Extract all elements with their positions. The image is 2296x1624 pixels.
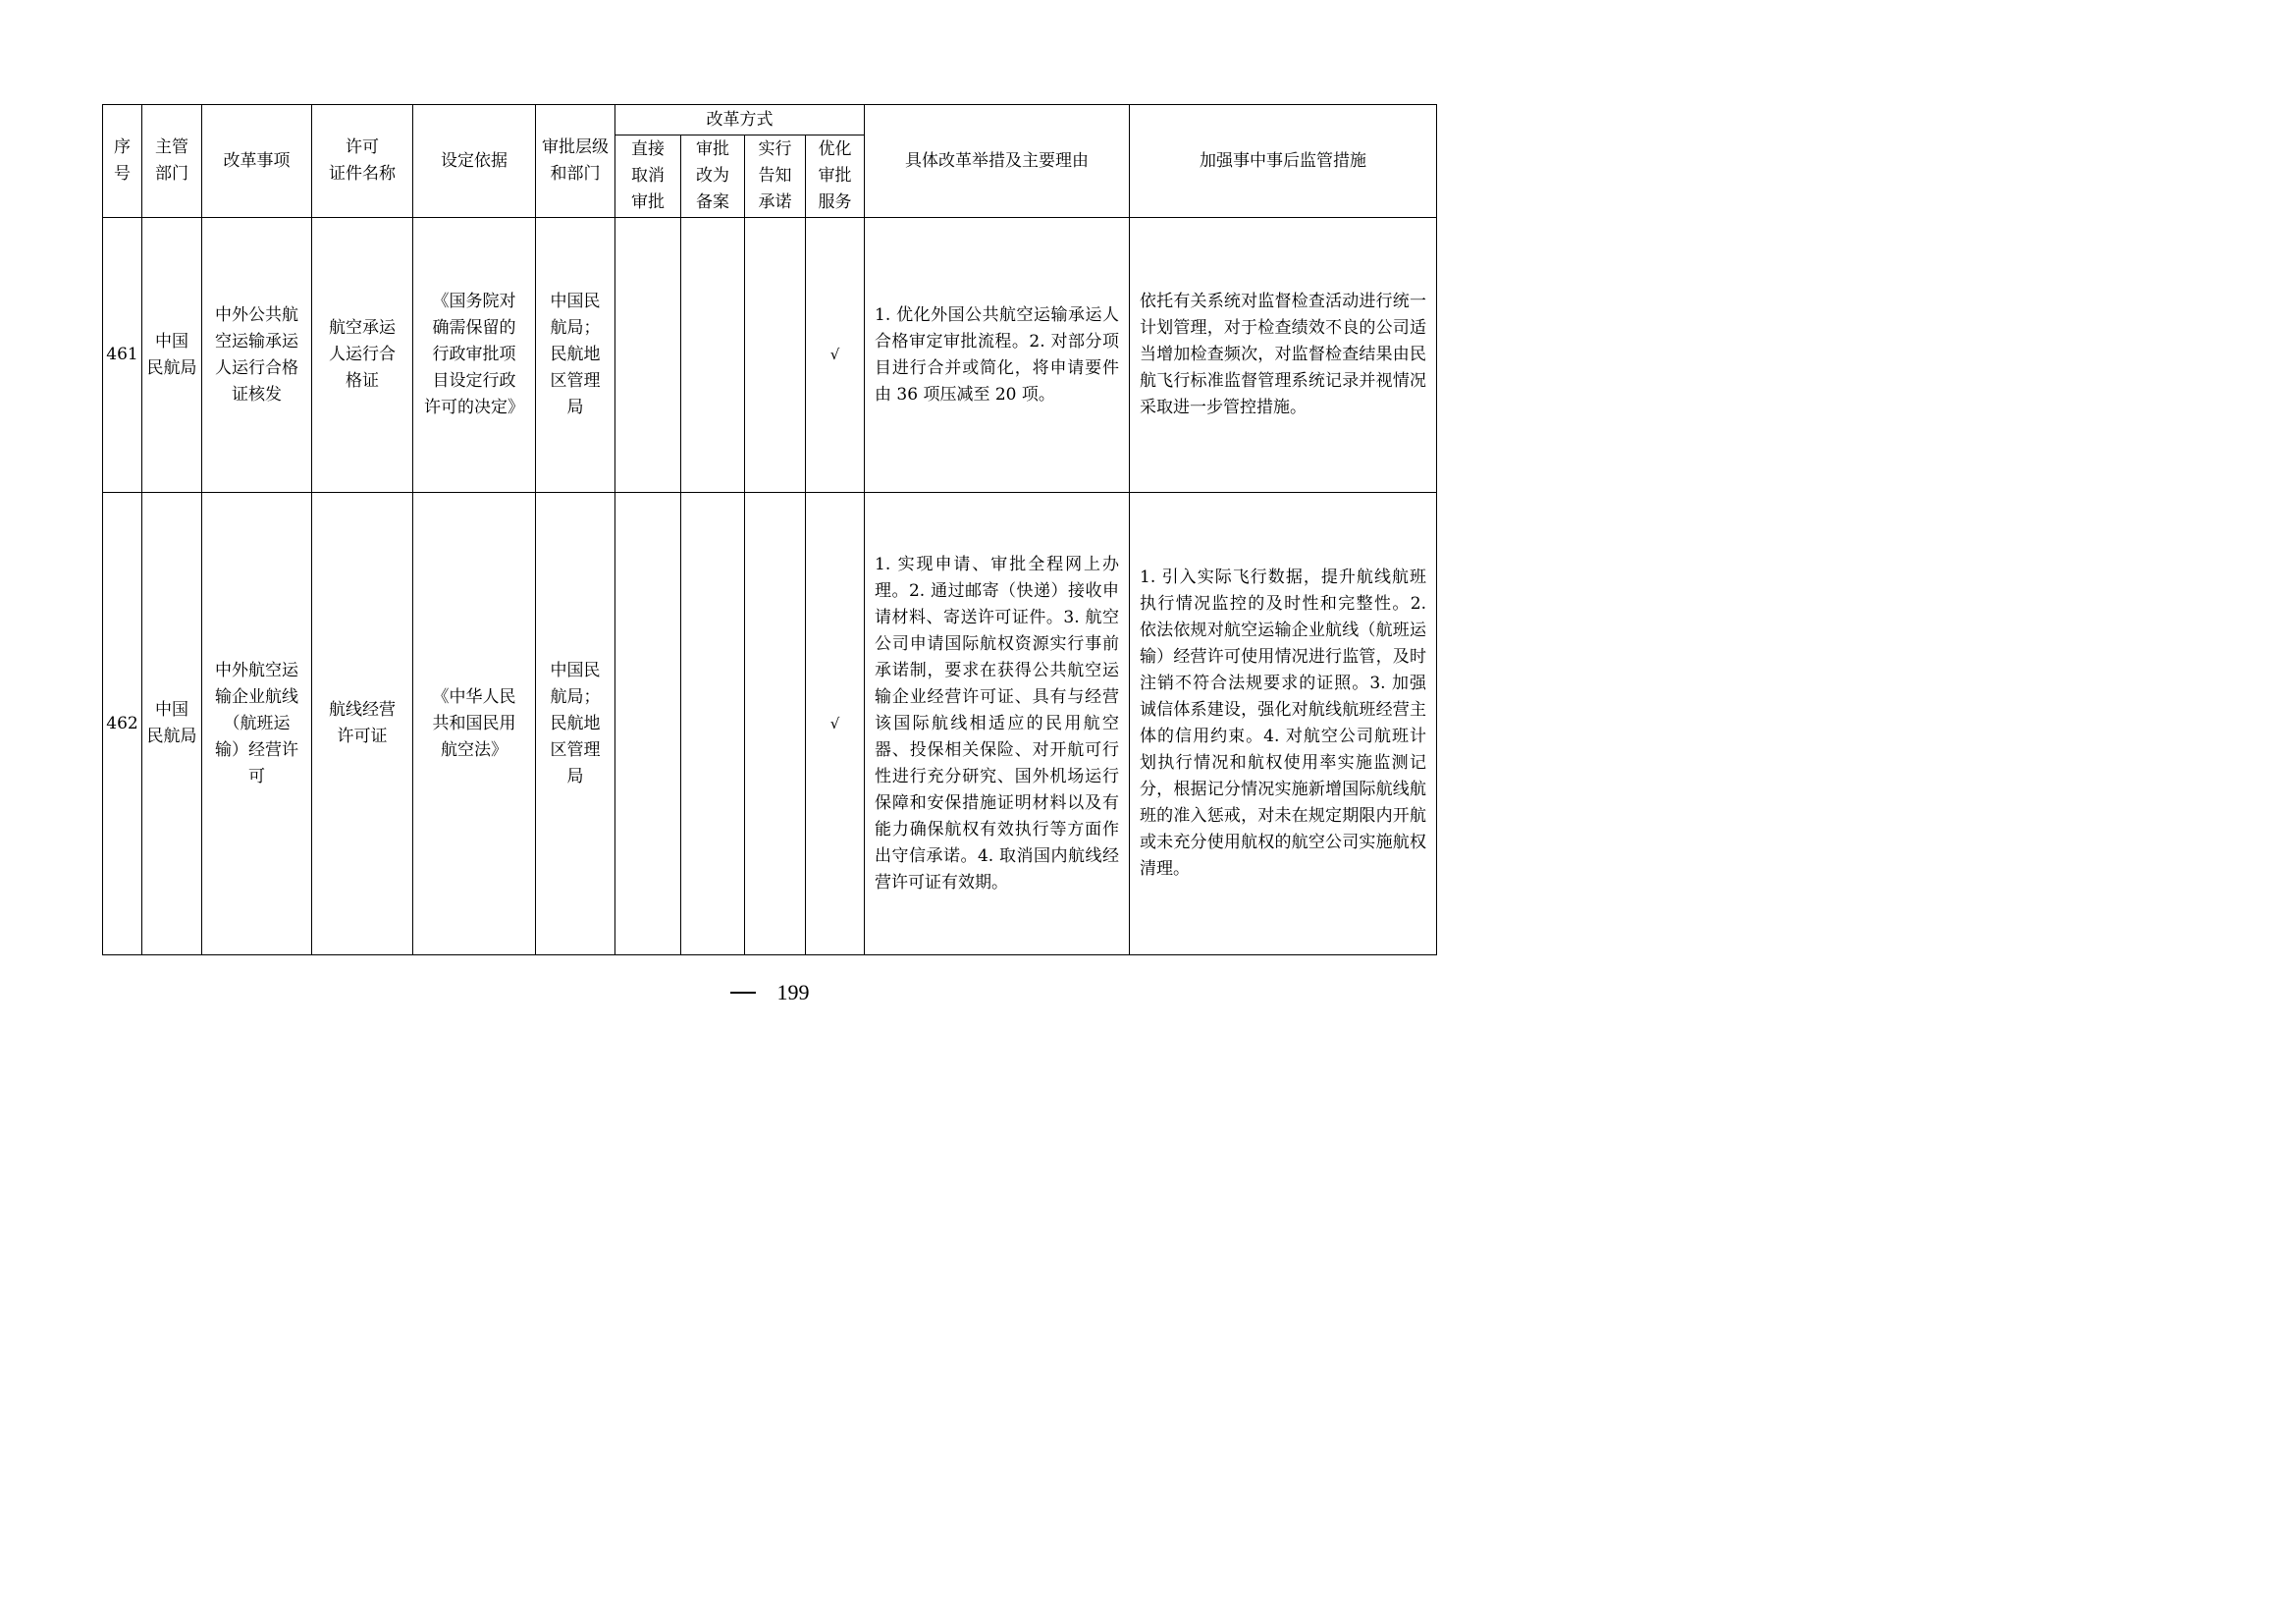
page-footer	[0, 980, 1539, 1005]
header-reform-cancel: 直接 取消 审批	[615, 135, 681, 218]
cell-reform-cancel	[615, 218, 681, 493]
cell-reform-cancel	[615, 493, 681, 955]
header-reform-filing: 审批 改为 备案	[681, 135, 745, 218]
cell-supervision: 1. 引入实际飞行数据，提升航线航班执行情况监控的及时性和完整性。2. 依法依规对航空运输企业航线（航班运输）经营许可使用情况进行监管，及时注销不符合法规要求的证照。3. 加强诚信体系建设，强化对航线航班经营主体的信用约束。4. 对航空公司航班计划执行情况和航权使用率实施监测记分，根据记分情况实施新增国际航线航班的准入惩戒，对未在规定期限内开航或未充分使用航权的航空公司实施航权清理。	[1130, 493, 1437, 955]
check-mark: √	[829, 714, 840, 732]
cell-reform-filing	[681, 493, 745, 955]
cell-dept: 中国 民航局	[142, 493, 202, 955]
table-row	[103, 493, 1437, 955]
header-level: 审批层级 和部门	[536, 105, 615, 218]
cell-license: 航线经营 许可证	[312, 493, 413, 955]
header-dept: 主管 部门	[142, 105, 202, 218]
cell-seq: 462	[103, 493, 142, 955]
cell-basis: 《国务院对 确需保留的 行政审批项 目设定行政 许可的决定》	[413, 218, 536, 493]
cell-reform-optimize	[806, 218, 865, 493]
cell-dept: 中国 民航局	[142, 218, 202, 493]
reform-table	[102, 104, 1437, 955]
cell-level: 中国民 航局； 民航地 区管理 局	[536, 218, 615, 493]
cell-license: 航空承运 人运行合 格证	[312, 218, 413, 493]
header-row-1	[103, 105, 1437, 135]
dash-decoration	[730, 992, 756, 994]
header-basis: 设定依据	[413, 105, 536, 218]
cell-seq: 461	[103, 218, 142, 493]
cell-reform-optimize	[806, 493, 865, 955]
cell-reform-commit	[745, 493, 806, 955]
cell-level: 中国民 航局； 民航地 区管理 局	[536, 493, 615, 955]
cell-reform-filing	[681, 218, 745, 493]
cell-supervision: 依托有关系统对监督检查活动进行统一计划管理，对于检查绩效不良的公司适当增加检查频次，对监督检查结果由民航飞行标准监督管理系统记录并视情况采取进一步管控措施。	[1130, 218, 1437, 493]
header-reform-group: 改革方式	[615, 105, 865, 135]
header-measures: 具体改革举措及主要理由	[865, 105, 1130, 218]
check-mark: √	[829, 346, 840, 363]
cell-basis: 《中华人民 共和国民用 航空法》	[413, 493, 536, 955]
table-row	[103, 218, 1437, 493]
header-item: 改革事项	[202, 105, 312, 218]
cell-reform-commit	[745, 218, 806, 493]
cell-measures: 1. 实现申请、审批全程网上办理。2. 通过邮寄（快递）接收申请材料、寄送许可证件。3. 航空公司申请国际航权资源实行事前承诺制，要求在获得公共航空运输企业经营许可证、具有与经营该国际航线相适应的民用航空器、投保相关保险、对开航可行性进行充分研究、国外机场运行保障和安保措施证明材料以及有能力确保航权有效执行等方面作出守信承诺。4. 取消国内航线经营许可证有效期。	[865, 493, 1130, 955]
header-reform-commit: 实行 告知 承诺	[745, 135, 806, 218]
header-reform-optimize: 优化 审批 服务	[806, 135, 865, 218]
cell-measures: 1. 优化外国公共航空运输承运人合格审定审批流程。2. 对部分项目进行合并或简化，将申请要件由 36 项压减至 20 项。	[865, 218, 1130, 493]
header-supervision: 加强事中事后监管措施	[1130, 105, 1437, 218]
cell-item: 中外公共航 空运输承运 人运行合格 证核发	[202, 218, 312, 493]
cell-item: 中外航空运 输企业航线 （航班运 输）经营许 可	[202, 493, 312, 955]
header-seq: 序 号	[103, 105, 142, 218]
header-license: 许可 证件名称	[312, 105, 413, 218]
page-number: 199	[776, 980, 810, 1004]
